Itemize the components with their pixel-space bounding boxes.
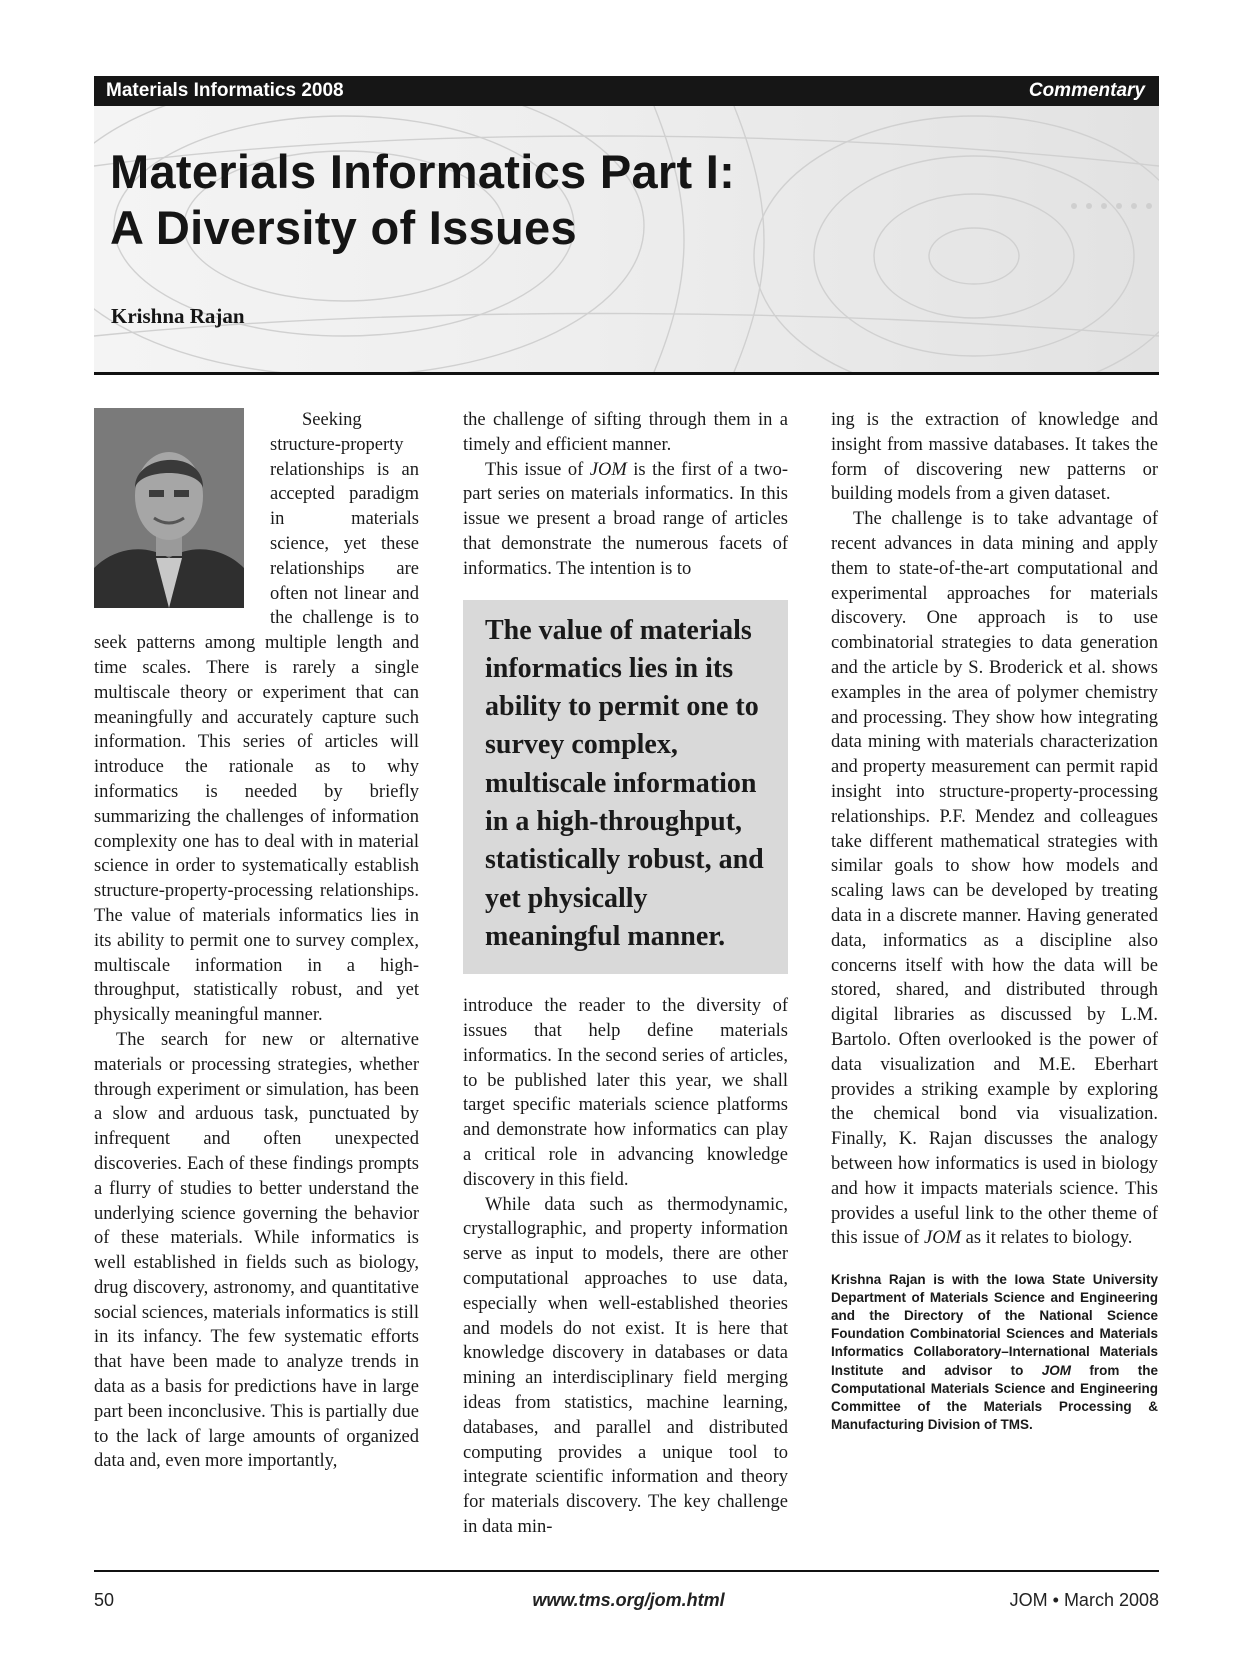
title-banner [94, 106, 1159, 372]
col2-paragraph-1: the challenge of sifting through them in a timely and efficient manner. [463, 410, 788, 455]
col2-paragraph-4: While data such as thermodynamic, crystallographic, and property information serve as input to models, there are other computational approaches to use data, especially when well-established theories and models do not exist. It is here that knowledge discovery in databases or data mining an interdisciplinary field merging ideas from statistics, machine learning, databases, and parallel and distributed computing provides a unique tool to integrate scientific information and theory for materials discovery. The key challenge in data min- [463, 1194, 788, 1537]
author-photo [94, 408, 244, 608]
col3-paragraph-1: ing is the extraction of knowledge and insight from massive databases. It takes the form of discovering new patterns or building models from a given dataset. [831, 410, 1158, 505]
section-label: Materials Informatics 2008 [106, 80, 344, 101]
header-divider [94, 372, 1159, 375]
column-2 [463, 408, 788, 1540]
pull-quote: The value of materials informatics lies in its ability to permit one to survey complex, multiscale information in a high-throughput, statistically robust, and yet physically meaningful manner. [463, 600, 788, 975]
journal-url[interactable]: www.tms.org/jom.html [532, 1590, 725, 1610]
col1-paragraph-2: The search for new or alternative materials or processing strategies, whether through experiment or simulation, has been a slow and arduous task, punctuated by infrequent and often unexpected discoveries. Each of these findings prompts a flurry of studies to better understand the underlying science governing the behavior of these materials. While informatics is well established in fields such as biology, drug discovery, astronomy, and quantitative social sciences, materials informatics is still in its infancy. The few systematic efforts that have been made to analyze trends in data as a basis for predictions have in large part been inconclusive. This is partially due to the lack of large amounts of organized data and, even more importantly, [94, 1029, 419, 1472]
article-title [110, 144, 735, 256]
section-header-bar [94, 76, 1159, 106]
journal-issue: JOM • March 2008 [1009, 1590, 1159, 1610]
col2-paragraph-2: This issue of JOM is the first of a two-part series on materials informatics. In this issue we present a broad range of articles that demonstrate the numerous facets of informatics. The intention is to [463, 459, 788, 579]
author-name: Krishna Rajan [111, 304, 245, 328]
title-line-2: A Diversity of Issues [110, 201, 577, 254]
page-number: 50 [94, 1590, 115, 1610]
author-bio: Krishna Rajan is with the Iowa State University Department of Materials Science and Engineering and the Directory of the National Science Foundation Combinatorial Sciences and Materials Informatics Collaboratory–International Materials Institute and advisor to JOM from the Computational Materials Science and Engineering Committee of the Materials Processing & Manufacturing Division of TMS. [831, 1272, 1158, 1432]
col2-paragraph-3: introduce the reader to the diversity of issues that help define materials informatics. In the second series of articles, to be published later this year, we shall target specific materials science platforms and demonstrate how informatics can play a critical role in advancing knowledge discovery in this field. [463, 996, 788, 1190]
category-label: Commentary [1028, 80, 1145, 101]
column-1 [94, 408, 419, 1474]
title-line-1: Materials Informatics Part I: [110, 145, 736, 198]
column-3 [831, 408, 1158, 1434]
author-portrait-graphic [94, 408, 244, 608]
col3-paragraph-2: The challenge is to take advantage of recent advances in data mining and apply them to state-of-the-art computational and experimental approaches for materials discovery. One approach is to use combinatorial strategies to data generation and the article by S. Broderick et al. shows examples in the area of polymer chemistry and processing. They show how integrating data mining with materials characterization and property measurement can permit rapid insight into structure-property-processing relationships. P.F. Mendez and colleagues take different mathematical strategies with similar goals to show how models and scaling laws can be developed by treating data in a discrete manner. Having generated data, informatics as a discipline also concerns itself with how the data will be stored, shared, and distributed through digital libraries as discussed by L.M. Bartolo. Often overlooked is the power of data visualization and M.E. Eberhart provides a striking example by exploring the chemical bond via visualization. Finally, K. Rajan discusses the analogy between how informatics is used in biology and how it impacts materials science. This provides a useful link to the other theme of this issue of JOM as it relates to biology. [831, 509, 1158, 1249]
footer-divider [94, 1570, 1159, 1572]
col1-paragraph-1: Seeking structure-property relationships is an accepted paradigm in materials science, yet these relationships are often not linear and the challenge is to seek patterns among multiple length and time scales. There is rarely a single multiscale theory or experiment that can meaningfully and accurately capture such information. This series of articles will introduce the rationale as to why informatics is needed by briefly summarizing the challenges of information complexity one has to deal with in material science in order to systematically establish structure-property-processing relationships. The value of materials informatics lies in its ability to permit one to survey complex, multiscale information in a high-throughput, statistically robust, and yet physically meaningful manner. [94, 410, 419, 1026]
